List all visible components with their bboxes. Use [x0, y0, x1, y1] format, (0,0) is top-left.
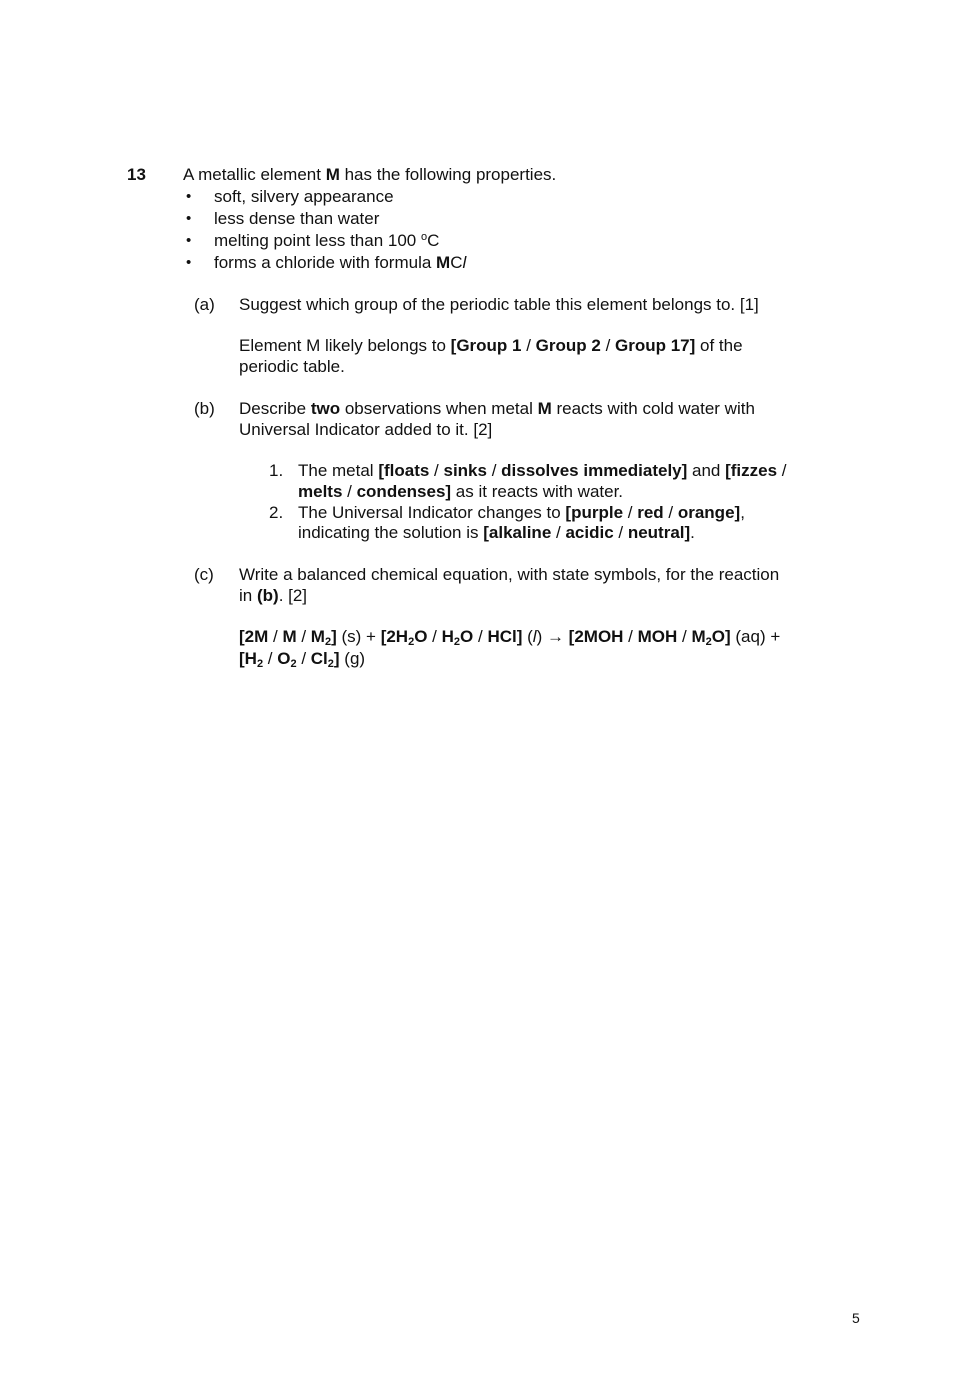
option-separator: / [623, 627, 638, 646]
part-b-prompt [239, 398, 755, 419]
element-symbol: M [537, 399, 552, 418]
answer-option[interactable]: neutral] [627, 523, 691, 542]
observation-text: indicating the solution is [298, 523, 484, 542]
observation-text: , [740, 503, 745, 522]
answer-option[interactable] [311, 627, 337, 646]
option-separator: / [427, 627, 442, 646]
part-c-prompt-line2 [239, 585, 307, 606]
property-text-main: melting point less than 100 [214, 231, 421, 250]
answer-option[interactable] [277, 649, 296, 668]
option-separator: / [663, 503, 678, 522]
list-item [183, 208, 583, 230]
answer-option[interactable] [442, 627, 474, 646]
answer-option[interactable]: [2M [239, 627, 269, 646]
observation-text: The metal [298, 461, 379, 480]
option-separator: / [677, 627, 692, 646]
state-symbol-italic: l [532, 627, 537, 646]
option-separator: / [268, 627, 283, 646]
option-separator: / [263, 649, 278, 668]
property-text: soft, silvery appearance [214, 187, 394, 206]
answer-option[interactable] [381, 627, 428, 646]
observation-2 [298, 502, 745, 523]
property-text [214, 230, 439, 251]
property-text [214, 252, 466, 273]
unit-text: C [427, 231, 440, 250]
formula-metal: M [436, 253, 451, 272]
option-separator: / [342, 482, 357, 501]
formula-text: O [460, 627, 474, 646]
answer-option[interactable]: [floats [378, 461, 430, 480]
answer-option[interactable]: condenses] [356, 482, 452, 501]
part-b-label: (b) [194, 399, 215, 418]
list-item [183, 252, 583, 274]
answer-option[interactable] [691, 627, 730, 646]
formula-text: M [310, 627, 325, 646]
answer-text: Element M likely belongs to [239, 336, 451, 355]
state-symbol: (s) + [336, 627, 381, 646]
prompt-text: . [2] [278, 586, 308, 605]
option-separator: / [429, 461, 444, 480]
answer-option[interactable]: dissolves immediately] [501, 461, 688, 480]
answer-option[interactable]: MOH [637, 627, 678, 646]
part-a-prompt: Suggest which group of the periodic table this element belongs to. [1] [239, 295, 759, 314]
observation-text: as it reacts with water. [451, 482, 624, 501]
formula-text: Cl [310, 649, 328, 668]
option-separator: / [623, 503, 638, 522]
answer-option[interactable]: HCl] [487, 627, 523, 646]
subscript: 2 [327, 658, 334, 670]
list-item [183, 186, 583, 208]
prompt-text: Describe [239, 399, 311, 418]
answer-option[interactable]: Group 2 [535, 336, 601, 355]
element-symbol: M [325, 165, 340, 184]
property-text-main: forms a chloride with formula [214, 253, 437, 272]
answer-option[interactable]: [2MOH [568, 627, 624, 646]
formula-chlorine: C [450, 253, 463, 272]
part-a-label: (a) [194, 295, 215, 314]
answer-option[interactable]: [alkaline [483, 523, 552, 542]
bullet-icon: • [186, 210, 192, 227]
answer-option[interactable] [239, 649, 263, 668]
property-text: less dense than water [214, 209, 380, 228]
list-item [183, 230, 583, 252]
item-number: 1. [269, 461, 284, 480]
item-number: 2. [269, 503, 284, 522]
bullet-icon: • [186, 232, 192, 249]
option-separator: / [551, 523, 566, 542]
observation-2-line2 [298, 522, 695, 543]
answer-option[interactable]: M [282, 627, 297, 646]
degree-symbol: o [420, 231, 428, 243]
stem-text: A metallic element [183, 165, 326, 184]
subscript: 2 [290, 658, 297, 670]
question-stem [183, 164, 556, 185]
option-separator: / [296, 649, 311, 668]
answer-option[interactable]: [fizzes [725, 461, 778, 480]
stem-text-end: has the following properties. [339, 165, 557, 184]
option-separator: / [473, 627, 488, 646]
part-c-label: (c) [194, 565, 214, 584]
subscript: 2 [256, 658, 264, 670]
observation-text: and [687, 461, 726, 480]
subscript: 2 [324, 636, 332, 648]
option-separator: / [600, 336, 616, 355]
option-separator: / [613, 523, 628, 542]
option-separator: / [296, 627, 311, 646]
option-separator: / [777, 461, 787, 480]
answer-text-end: of the [695, 336, 743, 355]
answer-option[interactable]: melts [298, 482, 343, 501]
bullet-icon: • [186, 188, 192, 205]
option-separator: / [521, 336, 536, 355]
equation-line1 [239, 626, 780, 647]
formula-text: ] [333, 649, 340, 668]
option-separator: / [486, 461, 502, 480]
answer-option[interactable]: red [637, 503, 664, 522]
formula-text: O [414, 627, 428, 646]
subscript: 2 [408, 636, 415, 648]
formula-text: M [691, 627, 706, 646]
state-symbol: ) → [536, 627, 569, 646]
equation-line2 [239, 648, 365, 669]
state-symbol: (g) [339, 649, 366, 668]
formula-text: O [277, 649, 291, 668]
state-symbol: (aq) + [730, 627, 781, 646]
answer-option[interactable]: sinks [443, 461, 487, 480]
answer-option[interactable]: orange] [677, 503, 741, 522]
answer-option[interactable]: Group 17] [615, 336, 696, 355]
formula-text: ] [331, 627, 337, 646]
part-a-answer [239, 335, 743, 356]
state-symbol: ( [522, 627, 533, 646]
prompt-text: reacts with cold water with [551, 399, 755, 418]
answer-option[interactable]: [purple [565, 503, 624, 522]
answer-option[interactable]: [Group 1 [450, 336, 522, 355]
part-c-prompt: Write a balanced chemical equation, with state symbols, for the reaction [239, 565, 780, 584]
formula-text: H [441, 627, 454, 646]
part-reference: (b) [256, 586, 279, 605]
observation-1 [298, 460, 787, 481]
subscript: 2 [705, 636, 712, 648]
answer-option[interactable]: acidic [565, 523, 614, 542]
formula-text: [H [239, 649, 257, 668]
answer-option[interactable] [311, 649, 340, 668]
page-number: 5 [852, 1310, 860, 1326]
prompt-text: observations when metal [340, 399, 538, 418]
properties-list [183, 186, 583, 274]
observation-text: The Universal Indicator changes to [298, 503, 566, 522]
observation-text: . [690, 523, 695, 542]
bullet-icon: • [186, 254, 192, 271]
part-b-prompt-line2: Universal Indicator added to it. [2] [239, 420, 493, 439]
prompt-text: in [239, 586, 257, 605]
prompt-emphasis: two [310, 399, 341, 418]
formula-chlorine-l: l [462, 253, 467, 272]
formula-text: [2H [380, 627, 409, 646]
question-number: 13 [127, 165, 146, 184]
part-a-answer-line2: periodic table. [239, 357, 345, 376]
formula-text: O] [711, 627, 731, 646]
observation-1-line2 [298, 481, 623, 502]
subscript: 2 [453, 636, 461, 648]
